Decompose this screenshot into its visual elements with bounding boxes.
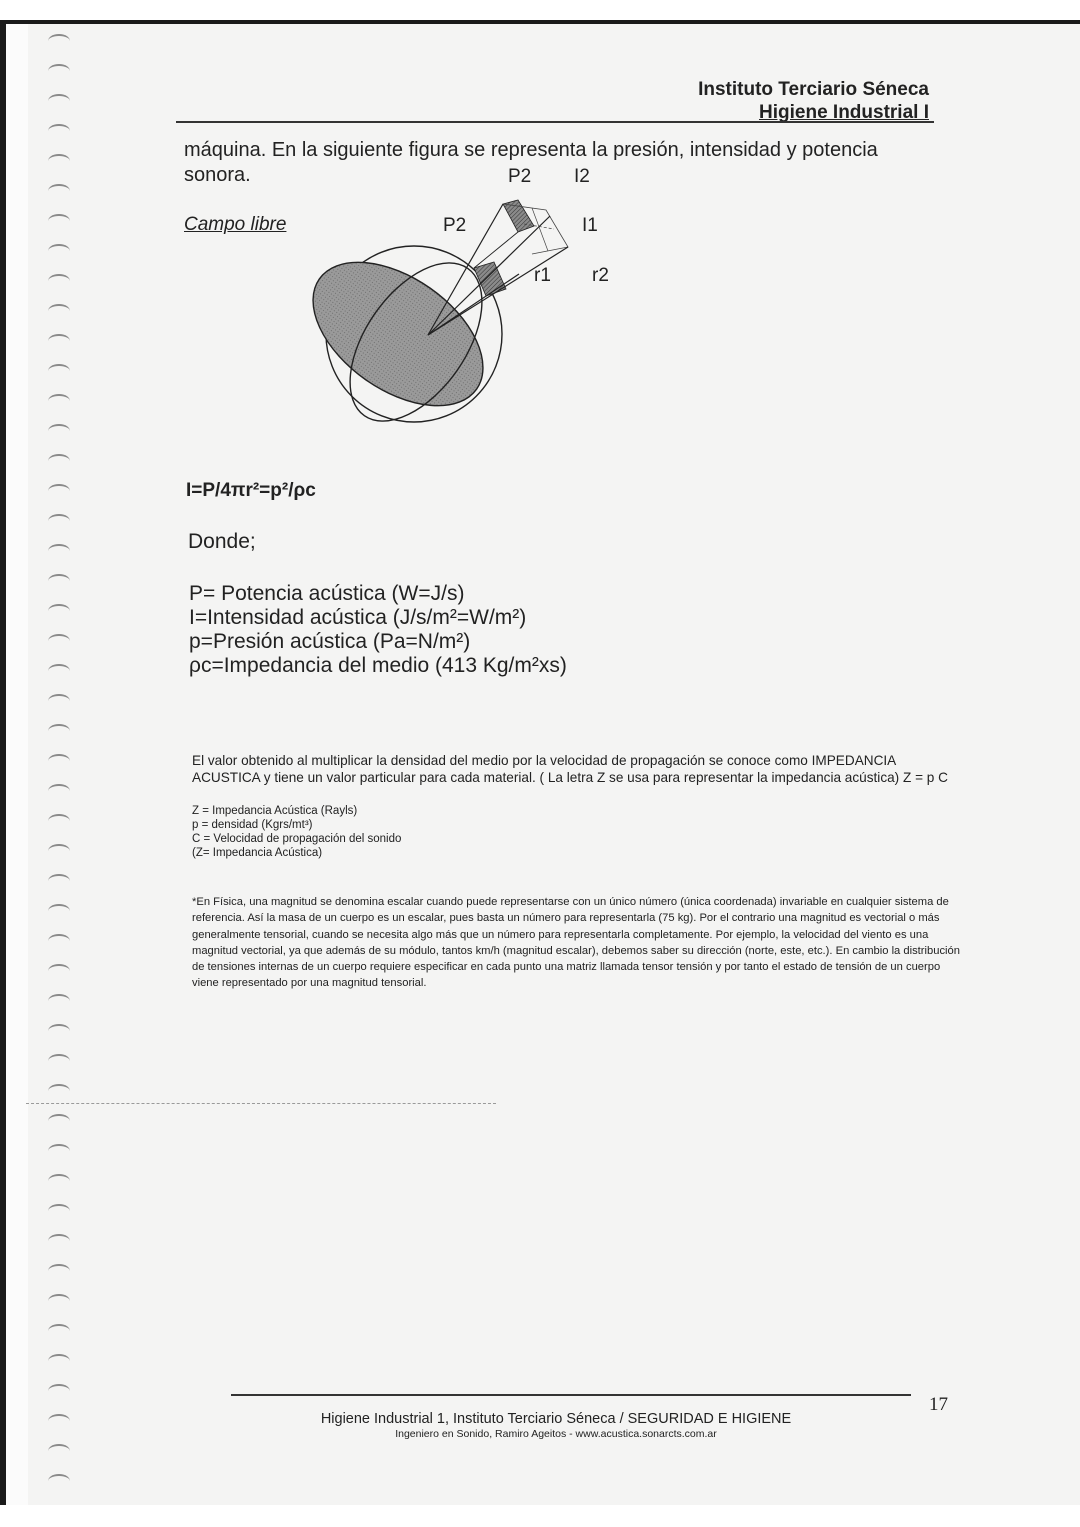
binder-hole-icon — [48, 754, 70, 768]
header-rule — [176, 121, 934, 123]
binder-hole-icon — [48, 604, 70, 618]
header-institution: Instituto Terciario Séneca — [698, 79, 929, 100]
label-p2-top: P2 — [508, 166, 532, 187]
binder-hole-icon — [48, 484, 70, 498]
binder-hole-icon — [48, 724, 70, 738]
binder-hole-icon — [48, 904, 70, 918]
binder-hole-icon — [48, 364, 70, 378]
binder-hole-icon — [48, 34, 70, 48]
binder-hole-icon — [48, 964, 70, 978]
binder-hole-icon — [48, 1324, 70, 1338]
binder-hole-icon — [48, 634, 70, 648]
binder-hole-icon — [48, 64, 70, 78]
binder-hole-icon — [48, 1084, 70, 1098]
binder-hole-icon — [48, 154, 70, 168]
definition-item: P= Potencia acústica (W=J/s) — [189, 582, 465, 605]
binder-hole-icon — [48, 1024, 70, 1038]
page-number: 17 — [929, 1394, 948, 1415]
binder-hole-icon — [48, 1114, 70, 1128]
intro-paragraph: máquina. En la siguiente figura se representa la presión, intensidad y potencia sonora. — [184, 139, 878, 186]
binder-hole-icon — [48, 184, 70, 198]
impedance-item: (Z= Impedancia Acústica) — [192, 847, 323, 859]
footer-line-2: Ingeniero en Sonido, Ramiro Ageitos - www.acustica.sonarcts.com.ar — [395, 1428, 717, 1440]
binder-hole-icon — [48, 694, 70, 708]
faint-separator — [26, 1103, 496, 1104]
binder-hole-icon — [48, 424, 70, 438]
binder-hole-icon — [48, 1054, 70, 1068]
definition-item: ρc=Impedancia del medio (413 Kg/m²xs) — [189, 654, 567, 677]
binder-hole-icon — [48, 1144, 70, 1158]
scalar-vector-note: *En Física, una magnitud se denomina escalar cuando puede representarse con un único número (única coordenada) invariable en cualquier sistema de referencia. Así la masa de un cuerpo es un escalar, pues basta un número para representarla (75 kg). Por el contrario una magnitud es vectorial o más generalmente tensorial, cuando se necesita algo más que un número para representarla completamente. Por ejemplo, la velocidad del viento es una magnitud vectorial, ya que además de su módulo, tantos km/h (magnitud escalar), debemos saber su dirección (norte, este, etc.). En cambio la distribución de tensiones internas de un cuerpo requiere especificar en cada punto una matriz llamada tensor tensión y por tanto el estado de tensión de un cuerpo viene representado por una magnitud tensorial. — [192, 896, 960, 990]
impedance-item: Z = Impedancia Acústica (Rayls) — [192, 805, 358, 817]
scanned-page — [0, 20, 1080, 1505]
impedance-item: p = densidad (Kgrs/mt³) — [192, 819, 313, 831]
binder-hole-icon — [48, 814, 70, 828]
binder-hole-icon — [48, 514, 70, 528]
binder-hole-icon — [48, 844, 70, 858]
definitions-heading: Donde; — [188, 530, 256, 553]
binder-hole-icon — [48, 304, 70, 318]
label-i2: I2 — [574, 166, 590, 187]
binder-hole-icon — [48, 454, 70, 468]
binder-hole-icon — [48, 784, 70, 798]
figure-heading: Campo libre — [184, 214, 287, 235]
impedance-paragraph: El valor obtenido al multiplicar la densidad del medio por la velocidad de propagación se conoce como IMPEDANCIA ACUSTICA y tiene un valor particular para cada material. ( La letra Z se usa para representar la impedancia acústica) Z = p C — [192, 753, 948, 785]
footer-line-1: Higiene Industrial 1, Instituto Terciario Séneca / SEGURIDAD E HIGIENE — [320, 1411, 792, 1427]
page-footer — [231, 1410, 881, 1441]
binder-hole-icon — [48, 574, 70, 588]
binder-hole-icon — [48, 94, 70, 108]
binder-hole-icon — [48, 1474, 70, 1488]
binder-hole-icon — [48, 1414, 70, 1428]
page-header — [698, 78, 929, 124]
definition-item: p=Presión acústica (Pa=N/m²) — [189, 630, 471, 653]
binder-hole-icon — [48, 214, 70, 228]
binder-hole-icon — [48, 1174, 70, 1188]
impedance-item: C = Velocidad de propagación del sonido — [192, 833, 402, 845]
intensity-formula: I=P/4πr²=p²/ρc — [186, 480, 316, 501]
binder-hole-icon — [48, 544, 70, 558]
label-r1: r1 — [534, 265, 551, 286]
binder-hole-icon — [48, 994, 70, 1008]
binder-hole-icon — [48, 874, 70, 888]
binder-hole-icon — [48, 1204, 70, 1218]
binder-hole-icon — [48, 1384, 70, 1398]
binder-hole-icon — [48, 1264, 70, 1278]
label-r2: r2 — [592, 265, 609, 286]
binder-hole-icon — [48, 124, 70, 138]
binder-hole-icon — [48, 244, 70, 258]
binder-hole-icon — [48, 1234, 70, 1248]
impedance-list — [192, 804, 401, 860]
header-course: Higiene Industrial I — [759, 102, 929, 123]
label-i1: I1 — [582, 215, 598, 236]
binder-hole-icon — [48, 664, 70, 678]
definitions-list — [189, 582, 567, 678]
binder-hole-icon — [48, 1294, 70, 1308]
label-p2-mid: P2 — [443, 215, 467, 236]
binder-hole-icon — [48, 334, 70, 348]
binder-hole-icon — [48, 274, 70, 288]
binder-hole-icon — [48, 1354, 70, 1368]
binder-hole-icon — [48, 394, 70, 408]
footer-rule — [231, 1394, 911, 1396]
definition-item: I=Intensidad acústica (J/s/m²=W/m²) — [189, 606, 527, 629]
binder-hole-icon — [48, 1444, 70, 1458]
binding-margin — [6, 24, 28, 1505]
binder-hole-icon — [48, 934, 70, 948]
